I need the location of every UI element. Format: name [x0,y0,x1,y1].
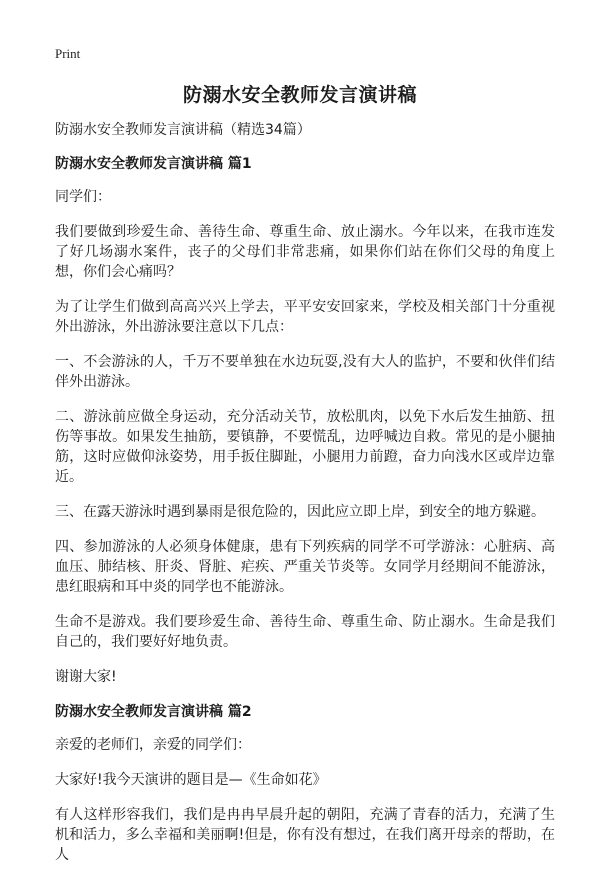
paragraph: 二、游泳前应做全身运动，充分活动关节，放松肌肉，以免下水后发生抽筋、扭伤等事故。如果发生抽筋，要镇静，不要慌乱，边呼喊边自救。常见的是小腿抽筋，这时应做仰泳姿势，用手扳住脚趾，小腿用力前蹬，奋力向浅水区或岸边靠近。 [55,409,555,485]
paragraph: 有人这样形容我们，我们是冉冉早晨升起的朝阳，充满了青春的活力，充满了生机和活力，多么幸福和美丽啊!但是，你有没有想过，在我们离开母亲的帮助，在人 [55,807,555,863]
section-heading-2: 防溺水安全教师发言演讲稿 篇2 [55,704,252,720]
paragraph: 大家好!我今天演讲的题目是—《生命如花》 [55,772,327,788]
paragraph: 三、在露天游泳时遇到暴雨是很危险的，因此应立即上岸，到安全的地方躲避。 [55,504,545,520]
paragraph: 为了让学生们做到高高兴兴上学去，平平安安回家来，学校及相关部门十分重视外出游泳，外出游泳要注意以下几点： [55,299,555,335]
paragraph: 生命不是游戏。我们要珍爱生命、善待生命、尊重生命、防止溺水。生命是我们自己的，我们要好好地负责。 [55,614,555,650]
paragraph: 亲爱的老师们，亲爱的同学们： [55,737,251,753]
print-label[interactable]: Print [55,46,81,61]
document-subtitle: 防溺水安全教师发言演讲稿（精选34篇） [55,122,311,138]
section-heading-1: 防溺水安全教师发言演讲稿 篇1 [55,156,252,172]
paragraph: 我们要做到珍爱生命、善待生命、尊重生命、放止溺水。今年以来，在我市连发了好几场溺水案件，丧子的父母们非常悲痛，如果你们站在你们父母的角度上想，你们会心痛吗？ [55,224,555,280]
document-title: 防溺水安全教师发言演讲稿 [182,84,417,106]
paragraph: 一、不会游泳的人，千万不要单独在水边玩耍,没有大人的监护，不要和伙伴们结伴外出游泳。 [55,354,555,390]
paragraph: 谢谢大家! [55,669,117,685]
paragraph: 同学们： [55,189,111,205]
document-body [55,120,555,880]
paragraph: 四、参加游泳的人必须身体健康，患有下列疾病的同学不可学游泳：心脏病、高血压、肺结核、肝炎、肾脏、疟疾、严重关节炎等。女同学月经期间不能游泳，患红眼病和耳中炎的同学也不能游泳。 [55,539,555,595]
